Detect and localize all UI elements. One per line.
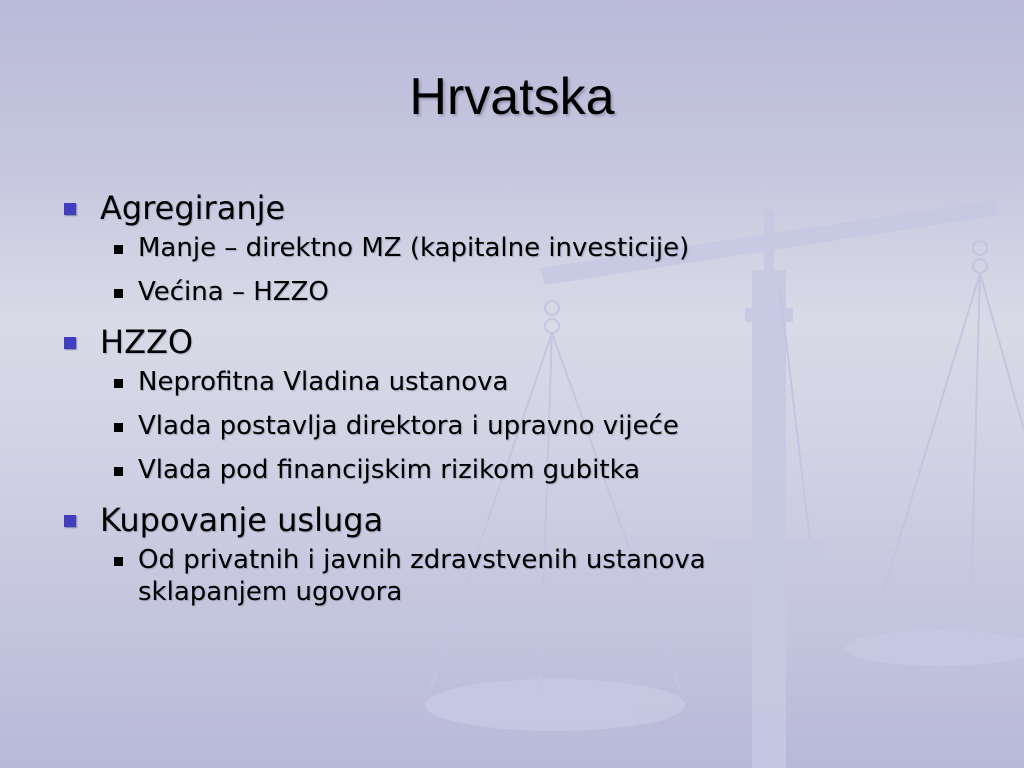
sublist-item: [108, 544, 818, 608]
sublist: [62, 544, 862, 608]
square-bullet-icon: [114, 289, 123, 298]
square-bullet-icon: [114, 467, 123, 476]
sublist-item-text: Vlada pod financijskim rizikom gubitka: [138, 455, 641, 485]
square-bullet-icon: [64, 515, 76, 527]
list-item-text: Kupovanje usluga: [100, 501, 384, 539]
square-bullet-icon: [114, 245, 123, 254]
list-item-text: HZZO: [100, 323, 194, 361]
bullet-list: [62, 186, 862, 620]
sublist-item: [108, 276, 862, 308]
list-item: [62, 320, 862, 364]
sublist-item-text: Manje – direktno MZ (kapitalne investicije): [138, 233, 690, 263]
square-bullet-icon: [64, 203, 76, 215]
square-bullet-icon: [114, 423, 123, 432]
slide-title: Hrvatska: [409, 68, 615, 126]
square-bullet-icon: [114, 557, 123, 566]
square-bullet-icon: [114, 379, 123, 388]
sublist: [62, 366, 862, 486]
list-item: [62, 498, 862, 542]
sublist-item-text: Od privatnih i javnih zdravstvenih ustanova sklapanjem ugovora: [138, 545, 706, 607]
list-item-text: Agregiranje: [100, 189, 286, 227]
square-bullet-icon: [64, 337, 76, 349]
sublist-item: [108, 366, 862, 398]
sublist-item: [108, 232, 862, 264]
sublist-item: [108, 454, 862, 486]
list-item: [62, 186, 862, 230]
sublist-item: [108, 410, 862, 442]
sublist: [62, 232, 862, 308]
sublist-item-text: Vlada postavlja direktora i upravno vijeće: [138, 411, 679, 441]
sublist-item-text: Neprofitna Vladina ustanova: [138, 367, 509, 397]
sublist-item-text: Većina – HZZO: [138, 277, 329, 307]
